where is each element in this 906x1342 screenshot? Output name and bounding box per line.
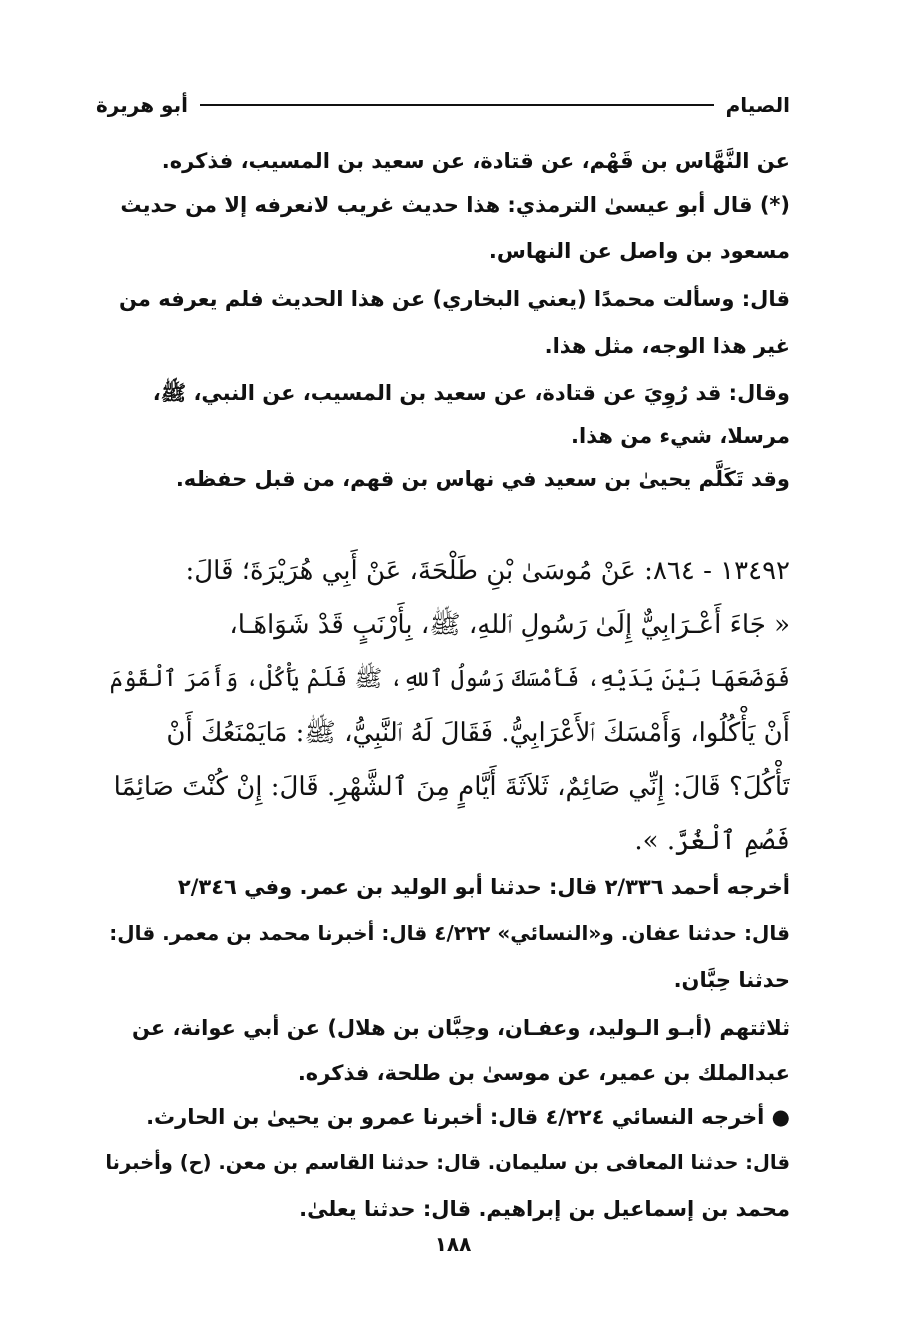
narrator-title: أبو هريرة (96, 93, 188, 117)
text-line: محمد بن إسماعيل بن إبراهيم. قال: حدثنا يعلىٰ. (299, 1197, 790, 1221)
text-line: قال: وسألت محمدًا (يعني البخاري) عن هذا الحديث فلم يعرفه من (119, 287, 790, 311)
hadith-line: ١٣٤٩٢ - ٨٦٤: عَنْ مُوسَىٰ بْنِ طَلْحَةَ، عَنْ أَبِي هُرَيْرَةَ؛ قَالَ: (185, 556, 790, 586)
text-line: (*) قال أبو عيسىٰ الترمذي: هذا حديث غريب لانعرفه إلا من حديث (120, 193, 790, 217)
hadith-line: فَوَضَعَهَا بَيْنَ يَدَيْهِ، فَأَمْسَكَ رَسُولُ ٱللهِ، ﷺ فَلَمْ يَأْكُلْ، وَأَمَرَ ٱلْقَوْمَ (109, 666, 790, 692)
text-line: ثلاثتهم (أبـو الـوليد، وعفـان، وحِبَّان بن هلال) عن أبي عوانة، عن (131, 1016, 790, 1040)
text-line: حدثنا حِبَّان. (673, 968, 790, 992)
hadith-text (98, 544, 790, 868)
page-number: ١٨٨ (434, 1232, 472, 1256)
text-line: مسعود بن واصل عن النهاس. (488, 239, 790, 263)
text-line: قال: حدثنا المعافى بن سليمان. قال: حدثنا القاسم بن معن. (ح) وأخبرنا (105, 1151, 790, 1174)
commentary-bottom (98, 864, 790, 1232)
hadith-line: تَأْكُلَ؟ قَالَ: إِنِّي صَائِمٌ، ثَلاَثَةَ أَيَّامٍ مِنَ ٱلشَّهْرِ. قَالَ: إِنْ كُنْتَ صَائِمًا (113, 772, 790, 802)
chapter-title: الصيام (725, 93, 790, 117)
hadith-line: فَصُمِ ٱلْغُرَّ. ». (634, 826, 790, 856)
text-line: وقد تَكَلَّم يحيىٰ بن سعيد في نهاس بن قهم، من قبل حفظه. (175, 467, 790, 491)
text-line: أخرجه أحمد ٢/٣٣٦ قال: حدثنا أبو الوليد بن عمر. وفي ٢/٣٤٦ (177, 875, 790, 899)
text-line: قال: حدثنا عفان. و«النسائي» ٤/٢٢٢ قال: أخبرنا محمد بن معمر. قال: (109, 921, 790, 945)
text-line: عبدالملك بن عمير، عن موسىٰ بن طلحة، فذكره. (297, 1061, 790, 1085)
hadith-line: أَنْ يَأْكُلُوا، وَأَمْسَكَ ٱلأَعْرَابِيُّ. فَقَالَ لَهُ ٱلنَّبِيُّ، ﷺ: مَايَمْنَعُكَ أَنْ (166, 718, 790, 748)
running-header (96, 88, 790, 122)
commentary-top (98, 138, 790, 502)
text-line: وقال: قد رُوِيَ عن قتادة، عن سعيد بن المسيب، عن النبي، ﷺ، (152, 381, 790, 405)
hadith-line: « جَاءَ أَعْـرَابِيٌّ إِلَىٰ رَسُولِ ٱللهِ، ﷺ، بِأَرْنَبٍ قَدْ شَوَاهَـا، (229, 610, 790, 640)
text-line: غير هذا الوجه، مثل هذا. (544, 334, 790, 358)
header-rule (200, 104, 714, 106)
text-line: مرسلا، شيء من هذا. (571, 424, 790, 448)
text-line: ● أخرجه النسائي ٤/٢٢٤ قال: أخبرنا عمرو بن يحيىٰ بن الحارث. (146, 1105, 790, 1129)
text-line: عن النَّهَّاس بن قَهْم، عن قتادة، عن سعيد بن المسيب، فذكره. (161, 149, 790, 173)
